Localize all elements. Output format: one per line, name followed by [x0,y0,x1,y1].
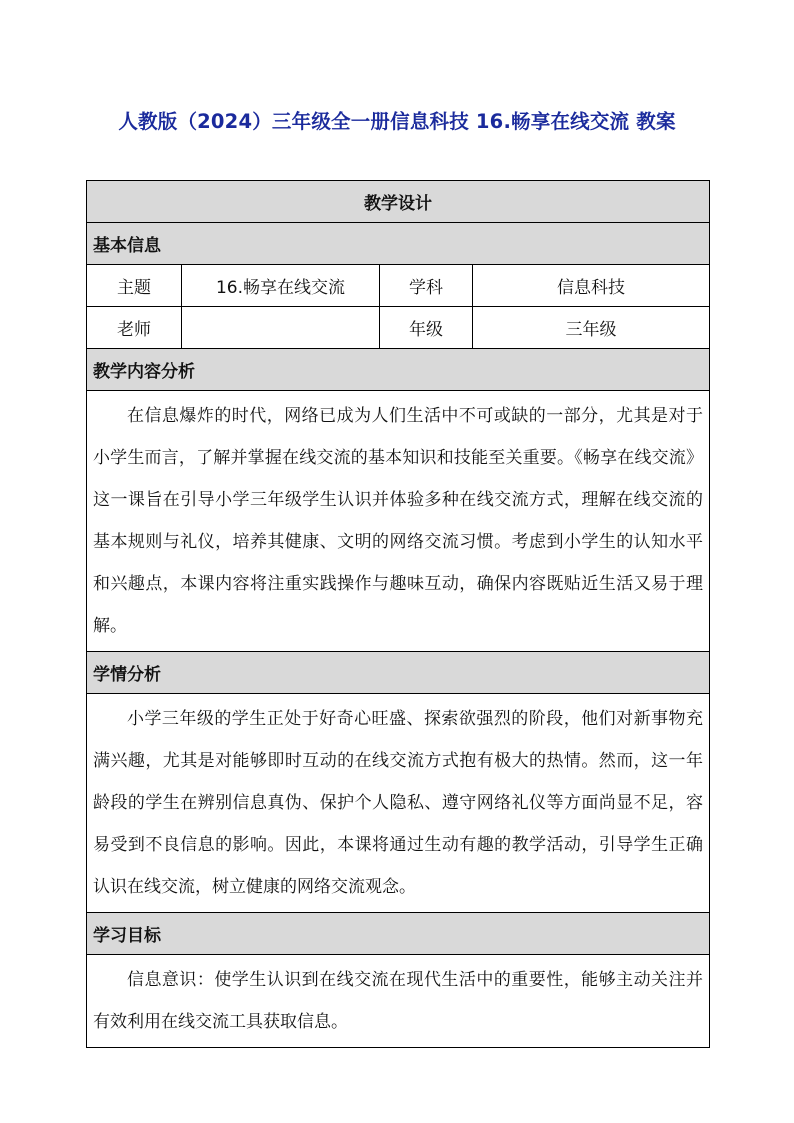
basic-info-label: 基本信息 [87,223,710,265]
objectives-text: 信息意识：使学生认识到在线交流在现代生活中的重要性，能够主动关注并有效利用在线交流工具获取信息。 [87,955,710,1048]
teacher-row [87,307,710,349]
topic-value: 16.畅享在线交流 [182,265,380,307]
teacher-label: 老师 [87,307,182,349]
content-analysis-body-row [87,391,710,652]
subject-value: 信息科技 [473,265,710,307]
learner-analysis-text: 小学三年级的学生正处于好奇心旺盛、探索欲强烈的阶段，他们对新事物充满兴趣，尤其是对能够即时互动的在线交流方式抱有极大的热情。然而，这一年龄段的学生在辨别信息真伪、保护个人隐私、遵守网络礼仪等方面尚显不足，容易受到不良信息的影响。因此，本课将通过生动有趣的教学活动，引导学生正确认识在线交流，树立健康的网络交流观念。 [87,694,710,913]
grade-label: 年级 [380,307,473,349]
learner-analysis-body-row [87,694,710,913]
content-analysis-header-row [87,349,710,391]
objectives-label: 学习目标 [87,913,710,955]
table-header: 教学设计 [87,181,710,223]
topic-label: 主题 [87,265,182,307]
content-analysis-label: 教学内容分析 [87,349,710,391]
document-title: 人教版（2024）三年级全一册信息科技 16.畅享在线交流 教案 [118,110,676,133]
objectives-header-row [87,913,710,955]
teacher-value [182,307,380,349]
table-header-row [87,181,710,223]
objectives-body-row [87,955,710,1048]
content-analysis-text: 在信息爆炸的时代，网络已成为人们生活中不可或缺的一部分，尤其是对于小学生而言，了解并掌握在线交流的基本知识和技能至关重要。《畅享在线交流》这一课旨在引导小学三年级学生认识并体验多种在线交流方式，理解在线交流的基本规则与礼仪，培养其健康、文明的网络交流习惯。考虑到小学生的认知水平和兴趣点，本课内容将注重实践操作与趣味互动，确保内容既贴近生活又易于理解。 [87,391,710,652]
learner-analysis-header-row [87,652,710,694]
topic-row [87,265,710,307]
basic-info-row [87,223,710,265]
lesson-plan-table [86,180,710,1048]
learner-analysis-label: 学情分析 [87,652,710,694]
subject-label: 学科 [380,265,473,307]
grade-value: 三年级 [473,307,710,349]
